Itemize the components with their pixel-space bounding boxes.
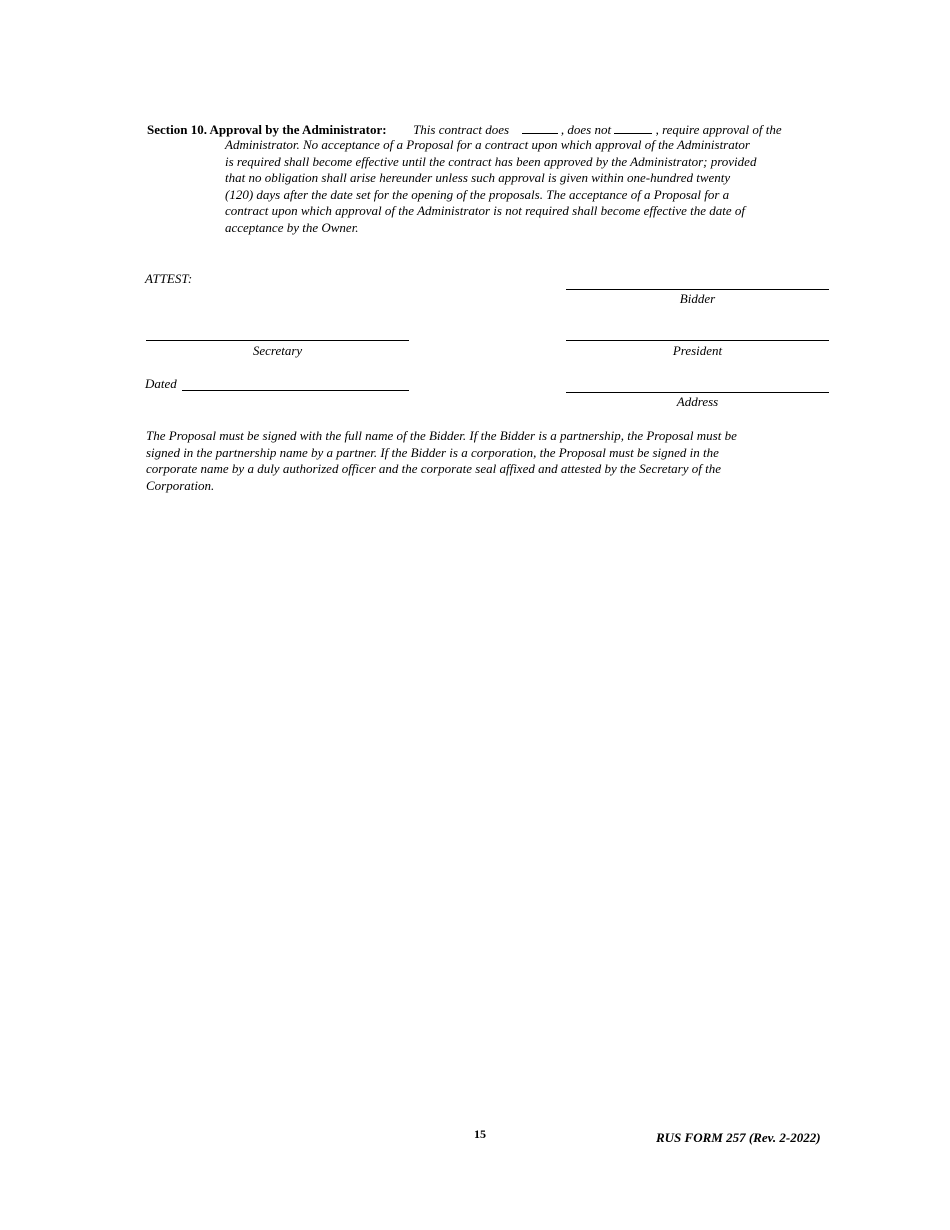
page-number: 15	[474, 1127, 486, 1141]
signing-note	[146, 428, 737, 494]
dated-line[interactable]	[182, 390, 409, 391]
section-body-line: Administrator. No acceptance of a Proposal for a contract upon which approval of the Administrator	[225, 137, 750, 152]
bidder-signature-line[interactable]	[566, 289, 829, 290]
section-heading: Section 10. Approval by the Administrator:	[147, 122, 387, 137]
section-body-line: that no obligation shall arise hereunder unless such approval is given within one-hundred twenty	[225, 170, 731, 186]
section-body-line: contract upon which approval of the Administrator is not required shall become effective the date of	[225, 203, 746, 219]
section-body-line: (120) days after the date set for the opening of the proposals. The acceptance of a Proposal for a	[225, 186, 730, 202]
does-not-blank[interactable]	[614, 121, 652, 134]
bidder-label: Bidder	[679, 291, 716, 306]
dated-label: Dated	[145, 376, 177, 391]
section-intro-does-not: , does not	[560, 122, 612, 137]
form-id: RUS FORM 257 (Rev. 2-2022)	[656, 1130, 821, 1145]
section-heading-line	[147, 121, 782, 139]
secretary-label: Secretary	[252, 343, 303, 358]
signing-note-line: Corporation.	[146, 477, 215, 493]
address-label: Address	[676, 394, 719, 409]
section-intro-does: This contract does	[413, 122, 510, 137]
attest-label: ATTEST:	[145, 271, 193, 286]
section-body	[225, 137, 756, 237]
section-body-line: is required shall become effective until the contract has been approved by the Administrator; provided	[225, 153, 757, 169]
section-intro-require: , require approval of the	[655, 122, 782, 137]
signing-note-line: The Proposal must be signed with the full name of the Bidder. If the Bidder is a partnership, the Proposal must be	[146, 428, 737, 443]
secretary-signature-line[interactable]	[146, 340, 409, 341]
president-signature-line[interactable]	[566, 340, 829, 341]
signing-note-line: corporate name by a duly authorized officer and the corporate seal affixed and attested by the Secretary of the	[146, 461, 722, 477]
section-body-line: acceptance by the Owner.	[225, 219, 359, 235]
president-label: President	[672, 343, 723, 358]
address-line[interactable]	[566, 392, 829, 393]
signing-note-line: signed in the partnership name by a partner. If the Bidder is a corporation, the Proposal must be signed in the	[146, 444, 719, 460]
does-blank[interactable]	[522, 121, 558, 134]
